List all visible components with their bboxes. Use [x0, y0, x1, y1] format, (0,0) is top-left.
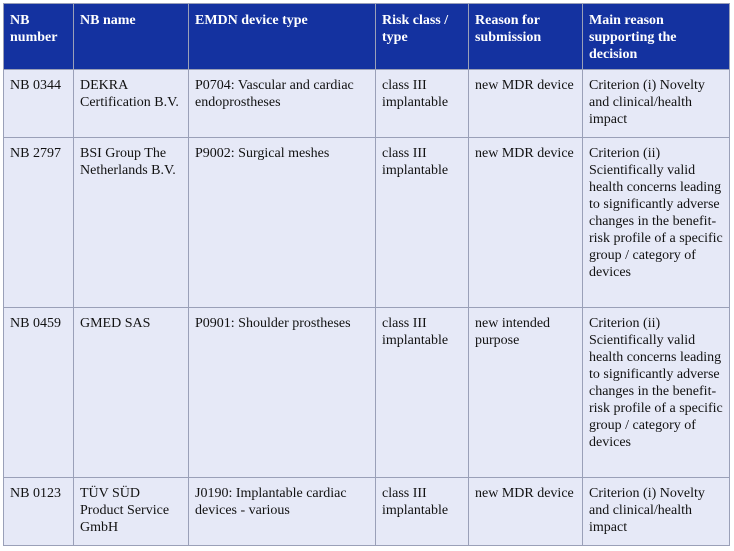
cell-nb-number: NB 0459: [4, 308, 74, 478]
cell-emdn-device-type: J0190: Implantable cardiac devices - various: [189, 478, 376, 546]
cell-emdn-device-type: P0901: Shoulder prostheses: [189, 308, 376, 478]
cell-nb-number: NB 0344: [4, 70, 74, 138]
cell-main-reason: Criterion (ii) Scientifically valid health concerns leading to significantly adverse changes in the benefit-risk profile of a specific group / category of devices: [583, 138, 730, 308]
cell-reason-for-submission: new MDR device: [469, 138, 583, 308]
table-row: [4, 138, 730, 308]
header-main-reason: Main reason supporting the decision: [583, 4, 730, 70]
cell-emdn-device-type: P9002: Surgical meshes: [189, 138, 376, 308]
header-risk-class: Risk class / type: [376, 4, 469, 70]
header-emdn-device-type: EMDN device type: [189, 4, 376, 70]
cell-nb-name: TÜV SÜD Product Service GmbH: [74, 478, 189, 546]
header-reason-for-submission: Reason for submission: [469, 4, 583, 70]
cell-emdn-device-type: P0704: Vascular and cardiac endoprostheses: [189, 70, 376, 138]
header-nb-number: NB number: [4, 4, 74, 70]
table-header-row: [4, 4, 730, 70]
header-nb-name: NB name: [74, 4, 189, 70]
table-container: [3, 3, 730, 546]
cell-main-reason: Criterion (ii) Scientifically valid health concerns leading to significantly adverse changes in the benefit-risk profile of a specific group / category of devices: [583, 308, 730, 478]
notified-body-table: [3, 3, 730, 546]
cell-reason-for-submission: new MDR device: [469, 478, 583, 546]
cell-risk-class: class III implantable: [376, 70, 469, 138]
table-row: [4, 478, 730, 546]
table-row: [4, 70, 730, 138]
cell-nb-name: GMED SAS: [74, 308, 189, 478]
cell-risk-class: class III implantable: [376, 478, 469, 546]
cell-reason-for-submission: new intended purpose: [469, 308, 583, 478]
cell-risk-class: class III implantable: [376, 308, 469, 478]
cell-nb-number: NB 2797: [4, 138, 74, 308]
cell-nb-name: DEKRA Certification B.V.: [74, 70, 189, 138]
cell-main-reason: Criterion (i) Novelty and clinical/health impact: [583, 478, 730, 546]
table-row: [4, 308, 730, 478]
cell-risk-class: class III implantable: [376, 138, 469, 308]
cell-nb-name: BSI Group The Netherlands B.V.: [74, 138, 189, 308]
cell-reason-for-submission: new MDR device: [469, 70, 583, 138]
cell-nb-number: NB 0123: [4, 478, 74, 546]
cell-main-reason: Criterion (i) Novelty and clinical/health impact: [583, 70, 730, 138]
